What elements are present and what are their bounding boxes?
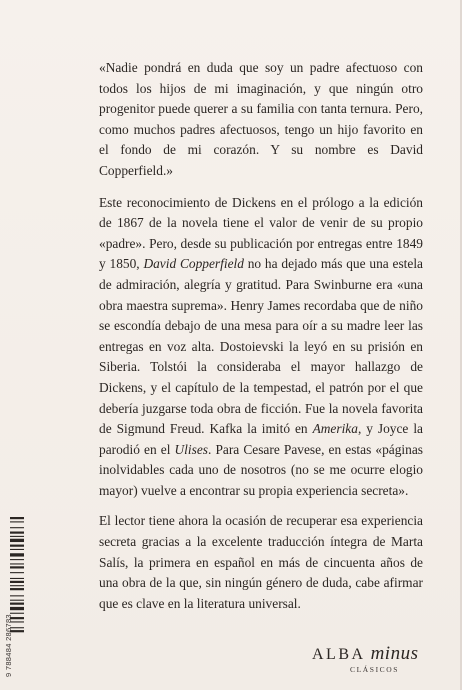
reception-text-1: Este reconocimiento de Dickens en el prólogo a la edición de 1867 de la novela tiene el valor de venir de su propio «padre». Pero, desde su publicación por entregas entre 1849 y 1850, xyxy=(99,194,423,272)
blurb-text xyxy=(99,58,423,624)
logo-subtitle: CLÁSICOS xyxy=(350,665,400,674)
barcode-bar xyxy=(10,553,24,556)
barcode-bar xyxy=(10,566,24,568)
barcode-bar xyxy=(10,607,24,610)
barcode-bar xyxy=(10,572,24,573)
barcode-bar xyxy=(10,578,24,579)
amerika-italic: Amerika xyxy=(312,421,358,437)
reception-text-2: no ha dejado más que una estela de admiración, alegría y gratitud. Para Swinburne era «una obra maestra suprema». Henry James recordaba que de niño se escondía debajo de una mesa para oír a su madre leer las entregas en voz alta. Dostoievski la leyó en su prisión en Siberia. Tolstói la consideraba el mayor hallazgo de Dickens, y el capítulo de la tempestad, el patrón por el que debería juzgarse toda obra de ficción. Fue la novela favorita de Sigmund Freud. Kafka la imitó en xyxy=(99,256,423,437)
barcode-bar xyxy=(10,521,24,522)
barcode-bar xyxy=(10,603,24,605)
barcode-bar xyxy=(10,600,24,601)
barcode-bar xyxy=(10,585,24,586)
logo-minus: minus xyxy=(370,643,419,664)
barcode-bar xyxy=(10,549,24,550)
logo-alba: ALBA xyxy=(312,646,366,663)
isbn-number: 9 788484 286783 xyxy=(4,614,13,677)
barcode-bar xyxy=(10,517,24,519)
dickens-quote: «Nadie pondrá en duda que soy un padre afectuoso con todos los hijos de mi imaginación, y que ningún otro progenitor puede querer a su familia con tanta ternura. Pero, como muchos padres afectuosos, tengo un hijo favorito en el fondo de mi corazón. Y su nombre es David Copperfield.» xyxy=(99,60,423,178)
reception-text-4: . Para Cesare Pavese, en estas «páginas inolvidables cada uno de nosotros (no se me ocurre elogio mayor) vuelve a encontrar su propia experiencia secreta». xyxy=(99,441,423,498)
barcode-bar xyxy=(10,536,24,537)
barcode-bar xyxy=(10,532,24,534)
barcode-bar xyxy=(10,588,24,590)
reception-paragraph xyxy=(99,193,423,502)
barcode-bar xyxy=(10,559,24,560)
alba-minus-logo xyxy=(300,643,440,683)
logo-wordmark xyxy=(312,643,418,665)
barcode-bar xyxy=(10,581,24,583)
barcode-bar xyxy=(10,595,24,596)
barcode-bar xyxy=(10,527,24,528)
title-italic: David Copperfield xyxy=(143,256,244,272)
barcode-bar xyxy=(10,539,24,542)
reception-text-3: , y Joyce la parodió en el xyxy=(99,421,423,457)
barcode-bar xyxy=(10,563,24,564)
barcode-bar xyxy=(10,545,24,547)
ulises-italic: Ulises xyxy=(174,441,208,457)
translation-paragraph: El lector tiene ahora la ocasión de recuperar esa experiencia secreta gracias a la excelente traducción íntegra de Marta Salís, la primera en español en más de cincuenta años de una obra de la que, sin ningún género de duda, cabe afirmar que es clave en la literatura universal. xyxy=(99,513,423,611)
